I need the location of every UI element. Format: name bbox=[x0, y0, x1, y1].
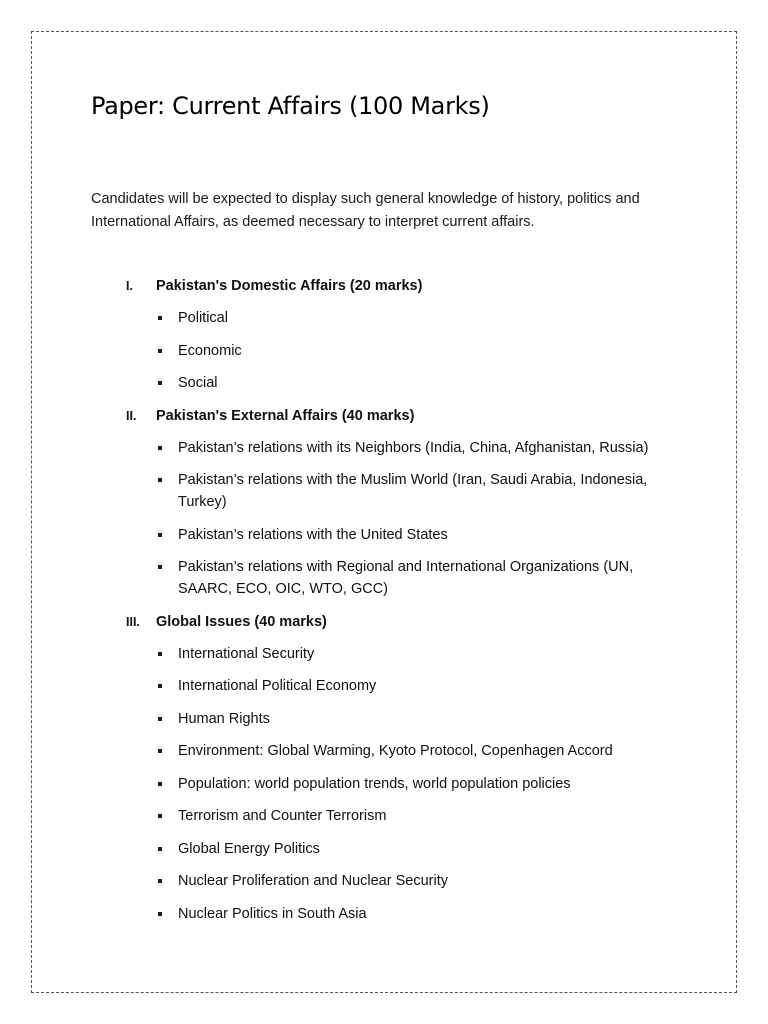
section-heading: Global Issues (40 marks) bbox=[156, 613, 327, 630]
square-bullet-icon bbox=[158, 349, 162, 353]
section-global-issues bbox=[0, 611, 768, 925]
square-bullet-icon bbox=[158, 717, 162, 721]
list-item bbox=[178, 469, 668, 513]
list-item bbox=[178, 870, 668, 892]
list-item-text: International Security bbox=[178, 645, 315, 662]
list-item bbox=[178, 675, 668, 697]
list-item-text: Nuclear Proliferation and Nuclear Security bbox=[178, 873, 448, 889]
square-bullet-icon bbox=[158, 316, 162, 320]
square-bullet-icon bbox=[158, 814, 162, 818]
square-bullet-icon bbox=[158, 533, 162, 537]
section-number: I. bbox=[126, 279, 133, 293]
list-item bbox=[178, 524, 668, 546]
list-item-text: International Political Economy bbox=[178, 678, 377, 694]
page-title: Paper: Current Affairs (100 Marks) bbox=[91, 92, 490, 120]
square-bullet-icon bbox=[158, 565, 162, 569]
section-domestic-affairs bbox=[0, 275, 768, 394]
square-bullet-icon bbox=[158, 684, 162, 688]
square-bullet-icon bbox=[158, 478, 162, 482]
square-bullet-icon bbox=[158, 446, 162, 450]
list-item bbox=[178, 903, 668, 925]
list-item bbox=[178, 372, 668, 394]
square-bullet-icon bbox=[158, 652, 162, 656]
list-item-text: Pakistan’s relations with the United States bbox=[178, 526, 448, 543]
list-item-text: Nuclear Politics in South Asia bbox=[178, 905, 367, 922]
list-item-text: Human Rights bbox=[178, 710, 270, 727]
square-bullet-icon bbox=[158, 879, 162, 883]
list-item bbox=[178, 805, 668, 827]
list-item bbox=[178, 643, 668, 665]
list-item-text: Environment: Global Warming, Kyoto Protocol, Copenhagen Accord bbox=[178, 743, 613, 759]
list-item-text: Political bbox=[178, 310, 228, 326]
section-external-affairs bbox=[0, 405, 768, 601]
list-item bbox=[178, 773, 668, 795]
section-items bbox=[0, 643, 768, 925]
section-heading: Pakistan's External Affairs (40 marks) bbox=[156, 407, 415, 424]
section-items bbox=[0, 437, 768, 601]
section-heading: Pakistan's Domestic Affairs (20 marks) bbox=[156, 278, 423, 294]
list-item-text: Social bbox=[178, 375, 218, 391]
square-bullet-icon bbox=[158, 782, 162, 786]
list-item-text: Pakistan’s relations with Regional and International Organizations (UN, SAARC, ECO, OIC, WTO, GCC) bbox=[178, 559, 634, 597]
section-items bbox=[0, 307, 768, 394]
list-item bbox=[178, 307, 668, 329]
intro-paragraph: Candidates will be expected to display such general knowledge of history, politics and International Affairs, as deemed necessary to interpret current affairs. bbox=[91, 191, 640, 230]
list-item-text: Global Energy Politics bbox=[178, 840, 320, 857]
section-number: II. bbox=[126, 408, 137, 423]
square-bullet-icon bbox=[158, 912, 162, 916]
list-item bbox=[178, 340, 668, 362]
section-number: III. bbox=[126, 614, 140, 629]
list-item bbox=[178, 708, 668, 730]
list-item-text: Population: world population trends, world population policies bbox=[178, 775, 571, 792]
list-item-text: Economic bbox=[178, 342, 242, 359]
square-bullet-icon bbox=[158, 749, 162, 753]
syllabus-sections bbox=[0, 275, 768, 935]
list-item-text: Terrorism and Counter Terrorism bbox=[178, 808, 387, 824]
list-item-text: Pakistan’s relations with the Muslim World (Iran, Saudi Arabia, Indonesia, Turkey) bbox=[178, 472, 648, 510]
list-item bbox=[178, 838, 668, 860]
list-item bbox=[178, 437, 668, 459]
list-item bbox=[178, 556, 668, 600]
list-item bbox=[178, 740, 668, 762]
square-bullet-icon bbox=[158, 381, 162, 385]
square-bullet-icon bbox=[158, 847, 162, 851]
list-item-text: Pakistan’s relations with its Neighbors (India, China, Afghanistan, Russia) bbox=[178, 439, 649, 456]
